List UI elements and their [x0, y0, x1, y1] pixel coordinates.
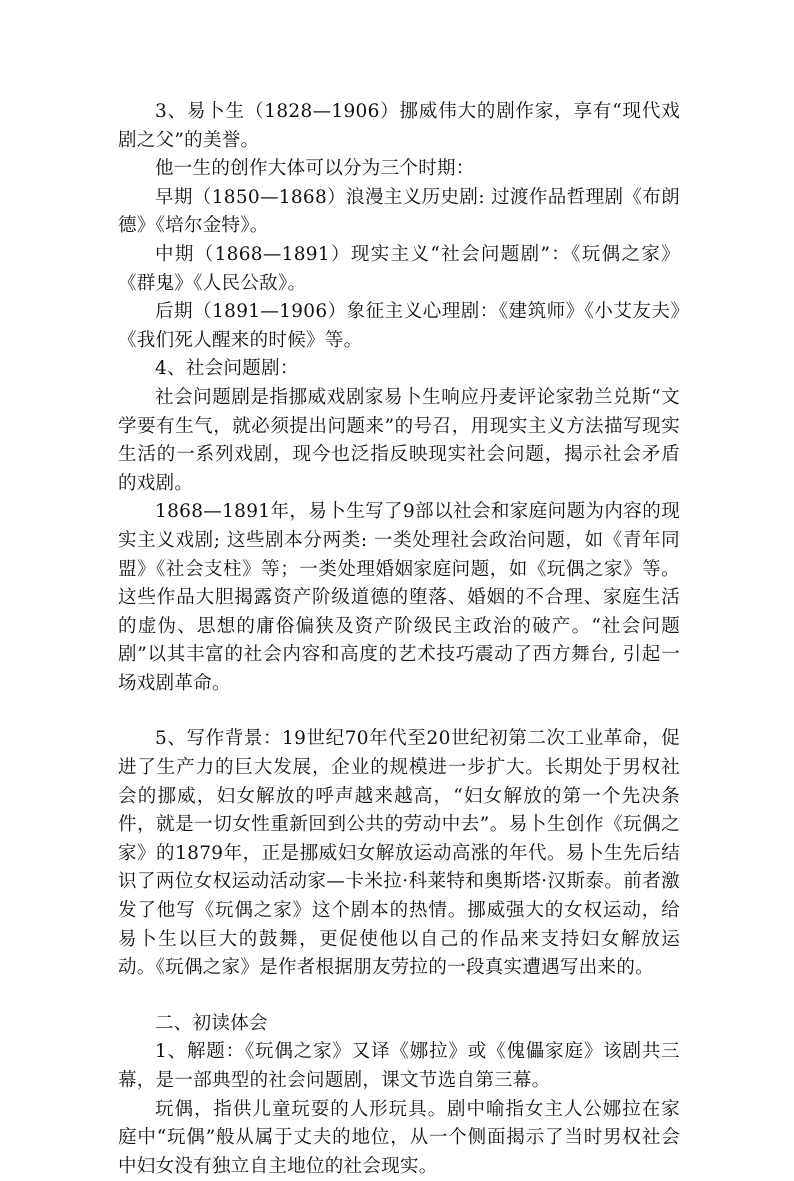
paragraph-title-explanation: 1、解题：《玩偶之家》又译《娜拉》或《傀儡家庭》该剧共三幕，是一部典型的社会问题剧，课文节选自第三幕。	[118, 1041, 680, 1091]
heading-social-problem-drama: 4、社会问题剧：	[155, 358, 299, 380]
paragraph-late-period: 后期（1891—1906）象征主义心理剧：《建筑师》《小艾友夫》《我们死人醒来的时候》等。	[118, 301, 680, 351]
paragraph-social-problem-works: 1868—1891年，易卜生写了9部以社会和家庭问题为内容的现实主义戏剧; 这些剧本分两类: 一类处理社会政治问题，如《青年同盟》《社会支柱》等；一类处理婚姻家庭问题，如《玩偶之家》等。这些作品大胆揭露资产阶级道德的堕落、婚姻的不合理、家庭生活的虚伪、思想的庸俗偏狭及资产阶级民主政治的破产。“社会问题剧”以其丰富的社会内容和高度的艺术技巧震动了西方舞台, 引起一场戏剧革命。	[118, 501, 680, 694]
document-body	[118, 98, 680, 1181]
paragraph-social-problem-definition: 社会问题剧是指挪威戏剧家易卜生响应丹麦评论家勃兰兑斯“文学要有生气，就必须提出问题来”的号召，用现实主义方法描写现实生活的一系列戏剧，现今也泛指反映现实社会问题，揭示社会矛盾的戏剧。	[118, 386, 680, 494]
paragraph-gap	[118, 983, 680, 1010]
paragraph-ibsen-intro: 3、易卜生（1828—1906）挪威伟大的剧作家，享有“现代戏剧之父”的美誉。	[118, 101, 680, 151]
paragraph-doll-meaning: 玩偶，指供儿童玩耍的人形玩具。剧中喻指女主人公娜拉在家庭中“玩偶”般从属于丈夫的地位，从一个侧面揭示了当时男权社会中妇女没有独立自主地位的社会现实。	[118, 1098, 680, 1177]
paragraph-periods-intro: 他一生的创作大体可以分为三个时期：	[155, 158, 475, 180]
paragraph-early-period: 早期（1850—1868）浪漫主义历史剧: 过渡作品哲理剧《布朗德》《培尔金特》。	[118, 186, 680, 237]
paragraph-middle-period: 中期（1868—1891）现实主义“社会问题剧”：《玩偶之家》《群鬼》《人民公敌》。	[118, 243, 680, 294]
heading-first-reading: 二、初读体会	[155, 1012, 268, 1034]
paragraph-writing-background: 5、写作背景：19世纪70年代至20世纪初第二次工业革命，促进了生产力的巨大发展，企业的规模进一步扩大。长期处于男权社会的挪威，妇女解放的呼声越来越高，“妇女解放的第一个先决条件，就是一切女性重新回到公共的劳动中去”。易卜生创作《玩偶之家》的1879年，正是挪威妇女解放运动高涨的年代。易卜生先后结识了两位女权运动活动家—卡米拉·科莱特和奥斯塔·汉斯泰。前者激发了他写《玩偶之家》这个剧本的热情。挪威强大的女权运动，给易卜生以巨大的鼓舞，更促使他以自己的作品来支持妇女解放运动。《玩偶之家》是作者根据朋友劳拉的一段真实遭遇写出来的。	[118, 728, 680, 979]
paragraph-gap	[118, 698, 680, 725]
